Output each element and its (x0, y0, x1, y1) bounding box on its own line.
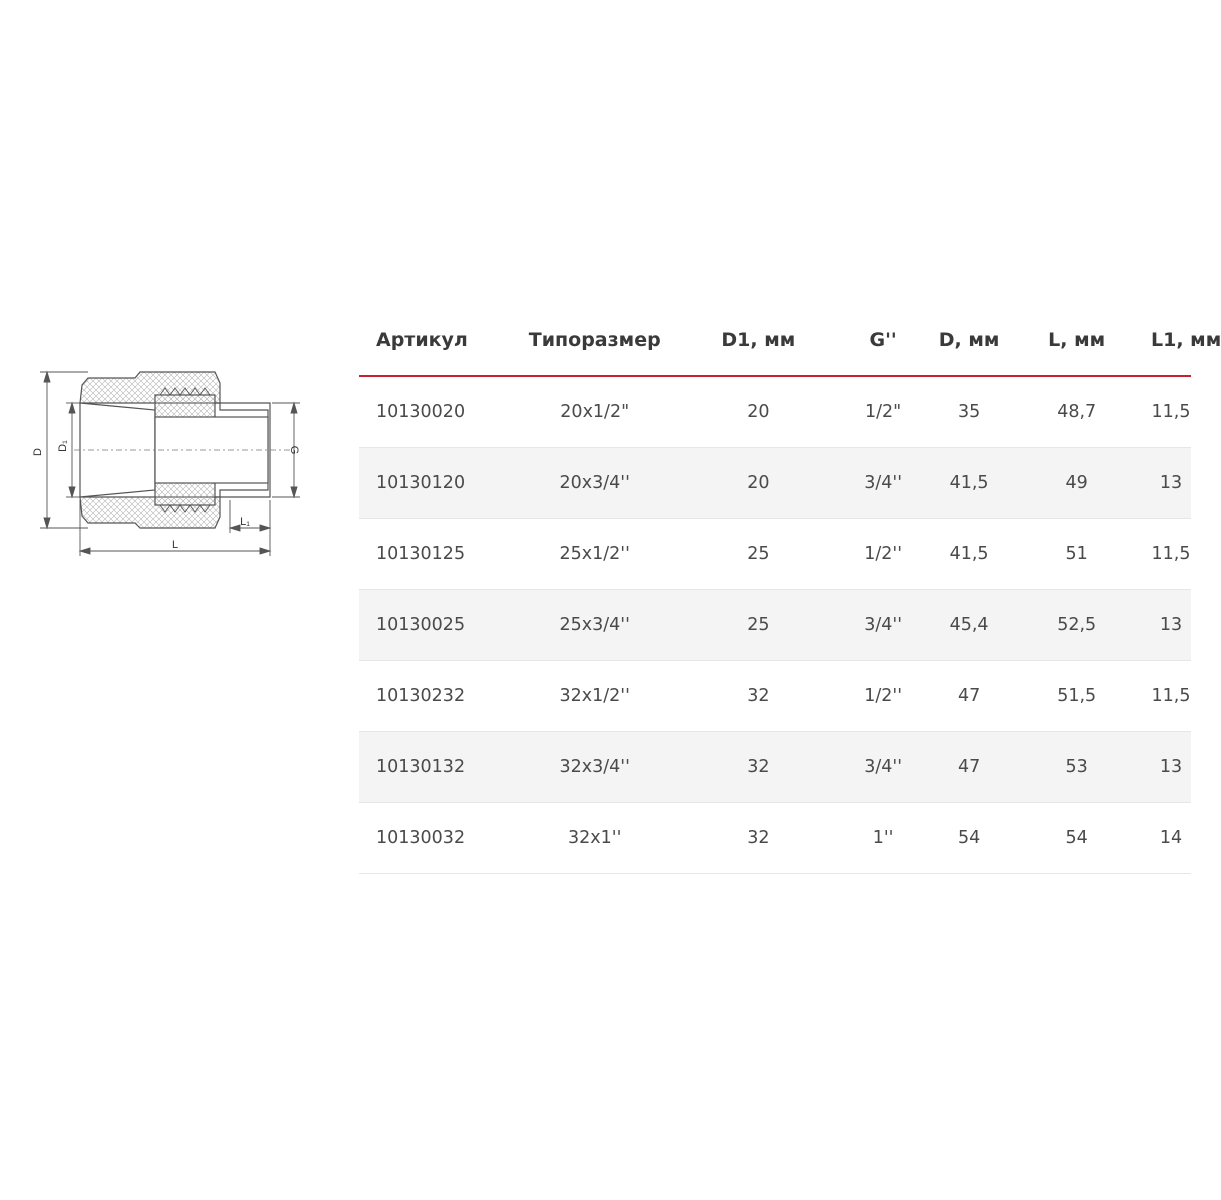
spec-table-container (359, 305, 1221, 874)
cell-d: 41,5 (936, 448, 1003, 519)
dim-label-l: L (171, 539, 179, 551)
cell-size: 20x1/2" (503, 376, 686, 448)
cell-article: 10130120 (359, 448, 503, 519)
cell-l1: 11,5 (1151, 661, 1191, 732)
cell-l1: 13 (1151, 590, 1191, 661)
table-row (359, 376, 1191, 448)
cell-d: 47 (936, 732, 1003, 803)
cell-size: 32x3/4'' (503, 732, 686, 803)
cell-l1: 14 (1151, 803, 1191, 874)
cell-d: 47 (936, 661, 1003, 732)
dim-label-l1: L₁ (240, 516, 250, 528)
cell-g: 1/2'' (830, 661, 935, 732)
cell-g: 1'' (830, 803, 935, 874)
cell-d: 54 (936, 803, 1003, 874)
cell-article: 10130032 (359, 803, 503, 874)
cell-l: 51,5 (1002, 661, 1151, 732)
fitting-technical-drawing (0, 0, 360, 1200)
col-header-d: D, мм (936, 305, 1003, 376)
cell-g: 3/4'' (830, 590, 935, 661)
cell-l: 53 (1002, 732, 1151, 803)
cell-d: 35 (936, 376, 1003, 448)
cell-d: 41,5 (936, 519, 1003, 590)
table-row (359, 661, 1191, 732)
table-row (359, 590, 1191, 661)
cell-g: 1/2" (830, 376, 935, 448)
table-row (359, 519, 1191, 590)
dim-label-g: G (288, 445, 300, 455)
cell-d1: 25 (686, 519, 830, 590)
table-row (359, 448, 1191, 519)
cell-l1: 13 (1151, 732, 1191, 803)
cell-d1: 32 (686, 803, 830, 874)
cell-d1: 20 (686, 448, 830, 519)
col-header-l: L, мм (1002, 305, 1151, 376)
col-header-g: G'' (830, 305, 935, 376)
cell-article: 10130132 (359, 732, 503, 803)
cell-article: 10130125 (359, 519, 503, 590)
cell-size: 32x1/2'' (503, 661, 686, 732)
table-row (359, 803, 1191, 874)
cell-l: 49 (1002, 448, 1151, 519)
col-header-article: Артикул (359, 305, 503, 376)
cell-d1: 20 (686, 376, 830, 448)
cell-g: 3/4'' (830, 732, 935, 803)
table-header-row (359, 305, 1191, 376)
dim-label-d: D (32, 448, 44, 456)
cell-l1: 11,5 (1151, 376, 1191, 448)
cell-g: 1/2'' (830, 519, 935, 590)
col-header-l1: L1, мм (1151, 305, 1191, 376)
cell-l: 51 (1002, 519, 1151, 590)
cell-size: 25x1/2'' (503, 519, 686, 590)
cell-l: 48,7 (1002, 376, 1151, 448)
cell-size: 32x1'' (503, 803, 686, 874)
cell-d1: 25 (686, 590, 830, 661)
cell-size: 20x3/4'' (503, 448, 686, 519)
dim-label-d1: D₁ (57, 440, 69, 452)
cell-article: 10130025 (359, 590, 503, 661)
cell-article: 10130020 (359, 376, 503, 448)
cell-d: 45,4 (936, 590, 1003, 661)
cell-l1: 11,5 (1151, 519, 1191, 590)
cell-l: 54 (1002, 803, 1151, 874)
table-row (359, 732, 1191, 803)
col-header-d1: D1, мм (686, 305, 830, 376)
spec-table (359, 305, 1221, 874)
cell-d1: 32 (686, 732, 830, 803)
col-header-size: Типоразмер (503, 305, 686, 376)
cell-l1: 13 (1151, 448, 1191, 519)
cell-l: 52,5 (1002, 590, 1151, 661)
cell-size: 25x3/4'' (503, 590, 686, 661)
cell-d1: 32 (686, 661, 830, 732)
cell-g: 3/4'' (830, 448, 935, 519)
cell-article: 10130232 (359, 661, 503, 732)
